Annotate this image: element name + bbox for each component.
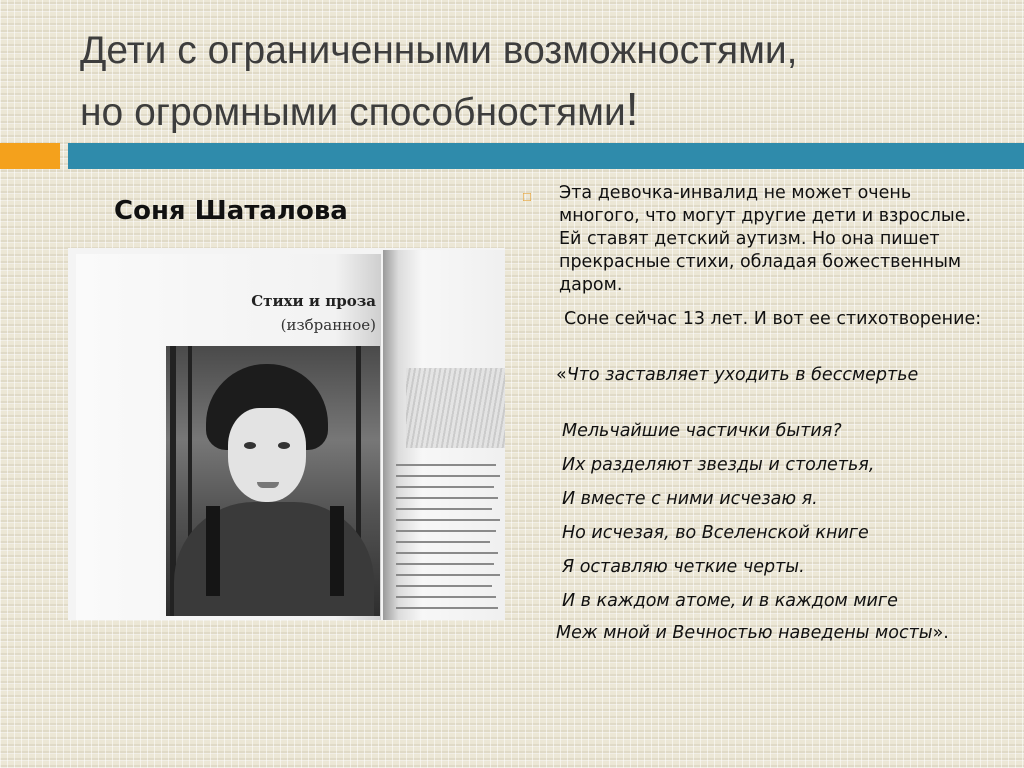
- poem-line-8: [556, 622, 956, 645]
- poem-line-1: [556, 364, 976, 387]
- poem-line-7: [562, 590, 982, 613]
- backpack-strap: [330, 506, 344, 596]
- paragraph-age: Соне сейчас 13 лет. И вот ее стихотворение:: [564, 309, 982, 329]
- poem-line-2-text: Мельчайшие частички бытия?: [562, 421, 842, 441]
- hollow-square-bullet-icon: ☐: [522, 191, 532, 204]
- subtitle-name: Соня Шаталова: [114, 196, 348, 226]
- girl-body: [174, 502, 374, 616]
- poem-line-7-text: И в каждом атоме, и в каждом миге: [562, 591, 898, 611]
- poem-open-quote: «: [556, 365, 567, 385]
- poem-line-2: [562, 420, 982, 443]
- book-title: Стихи и проза: [251, 292, 376, 310]
- slide-title-line1: Дети с ограниченными возможностями,: [80, 29, 798, 72]
- poem-line-5-text: Но исчезая, во Вселенской книге: [562, 523, 869, 543]
- poem-close-quote: ».: [932, 623, 949, 643]
- poem-line-6-text: Я оставляю четкие черты.: [562, 557, 805, 577]
- poem-line-3: [562, 454, 982, 477]
- girl-mouth: [257, 482, 279, 488]
- girl-eye: [244, 442, 256, 449]
- paragraph-intro: Эта девочка-инвалид не может очень многого, что могут другие дети и взрослые. Ей ставят детский аутизм. Но она пишет прекрасные стихи, обладая божественным даром.: [559, 183, 972, 295]
- book-subtitle: (избранное): [280, 316, 376, 334]
- tree-trunk: [188, 346, 192, 546]
- poem-line-4-text: И вместе с ними исчезаю я.: [562, 489, 818, 509]
- accent-bar-blue: [68, 143, 1024, 169]
- book-text-lines: [396, 462, 505, 620]
- poem-line-1-text: Что заставляет уходить в бессмертье: [566, 365, 919, 385]
- backpack-strap: [206, 506, 220, 596]
- book-text-placeholder-lines: [396, 462, 505, 620]
- book-illustration: [406, 368, 505, 448]
- girl-portrait: [166, 346, 380, 616]
- poem-line-3-text: Их разделяют звезды и столетья,: [562, 455, 875, 475]
- slide-title-line2-text: но огромными способностями: [80, 91, 626, 134]
- poem-line-6: [562, 556, 982, 579]
- book-photo: [68, 248, 505, 620]
- slide-title: [80, 22, 980, 142]
- girl-eye: [278, 442, 290, 449]
- slide-title-line2: [80, 80, 980, 142]
- slide-title-exclamation: !: [625, 83, 639, 135]
- poem-line-8-text: Меж мной и Вечностью наведены мосты: [556, 623, 933, 643]
- poem-line-5: [562, 522, 982, 545]
- poem-line-4: [562, 488, 982, 511]
- accent-bar-orange: [0, 143, 60, 169]
